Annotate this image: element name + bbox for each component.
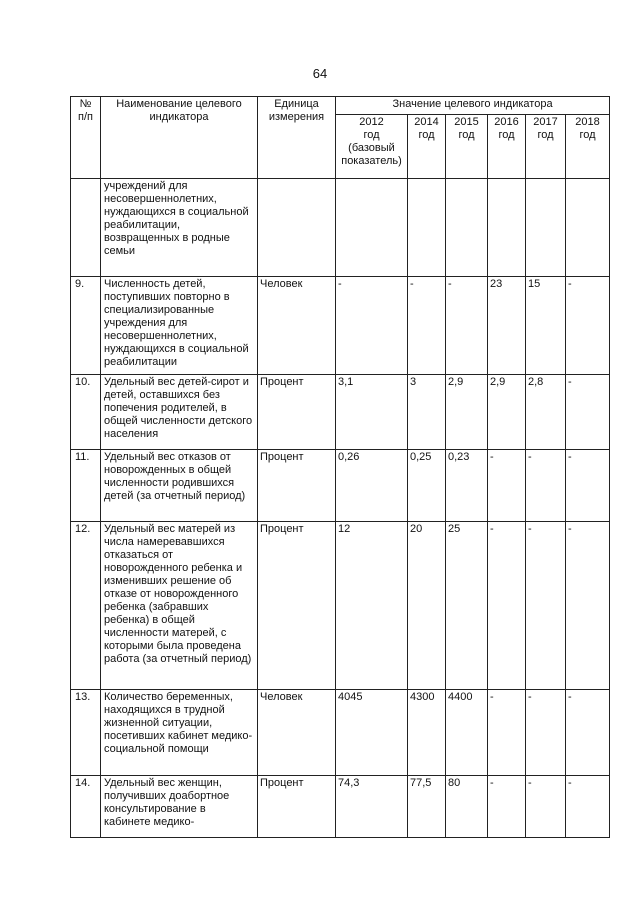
indicator-name: Количество беременных, находящихся в трудной жизненной ситуации, посетивших кабинет медико-социальной помощи bbox=[101, 690, 258, 776]
value-cell: 0,25 bbox=[408, 450, 446, 522]
value-cell: 77,5 bbox=[408, 776, 446, 838]
value-cell: - bbox=[488, 776, 526, 838]
header-indicator-name: Наименование целевого индикатора bbox=[101, 97, 258, 179]
value-cell bbox=[336, 179, 408, 277]
value-cell: 2,9 bbox=[446, 375, 488, 450]
table-row bbox=[71, 179, 610, 277]
value-cell: 15 bbox=[526, 277, 566, 375]
table-row bbox=[71, 776, 610, 838]
table-row bbox=[71, 450, 610, 522]
indicator-name: Удельный вес женщин, получивших доабортное консультирование в кабинете медико- bbox=[101, 776, 258, 838]
row-number: 13. bbox=[71, 690, 101, 776]
value-cell bbox=[526, 179, 566, 277]
value-cell: - bbox=[336, 277, 408, 375]
indicator-name: Удельный вес отказов от новорожденных в общей численности родившихся детей (за отчетный период) bbox=[101, 450, 258, 522]
header-number: № п/п bbox=[71, 97, 101, 179]
row-number: 9. bbox=[71, 277, 101, 375]
row-number: 14. bbox=[71, 776, 101, 838]
value-cell: 2,9 bbox=[488, 375, 526, 450]
value-cell: 0,23 bbox=[446, 450, 488, 522]
value-cell: 12 bbox=[336, 522, 408, 690]
value-cell bbox=[408, 179, 446, 277]
value-cell: - bbox=[446, 277, 488, 375]
header-year-2018: 2018 год bbox=[566, 115, 610, 179]
header-year-2012: 2012 год (базовый показатель) bbox=[336, 115, 408, 179]
indicator-name: Численность детей, поступивших повторно в специализированные учреждения для несовершеннолетних, нуждающихся в социальной реабилитации bbox=[101, 277, 258, 375]
value-cell: - bbox=[566, 277, 610, 375]
value-cell: - bbox=[488, 690, 526, 776]
unit-cell: Процент bbox=[258, 522, 336, 690]
value-cell: 25 bbox=[446, 522, 488, 690]
unit-cell: Человек bbox=[258, 277, 336, 375]
page-number: 64 bbox=[312, 66, 328, 81]
value-cell: - bbox=[526, 450, 566, 522]
indicator-name: Удельный вес детей-сирот и детей, оставшихся без попечения родителей, в общей численности детского населения bbox=[101, 375, 258, 450]
indicator-name: учреждений для несовершеннолетних, нуждающихся в социальной реабилитации, возвращенных в родные семьи bbox=[101, 179, 258, 277]
header-year-2014: 2014 год bbox=[408, 115, 446, 179]
value-cell: - bbox=[488, 450, 526, 522]
value-cell: - bbox=[526, 776, 566, 838]
value-cell bbox=[566, 179, 610, 277]
value-cell: 4400 bbox=[446, 690, 488, 776]
table-row bbox=[71, 522, 610, 690]
unit-cell: Человек bbox=[258, 690, 336, 776]
unit-cell bbox=[258, 179, 336, 277]
value-cell: 4300 bbox=[408, 690, 446, 776]
header-unit: Единица измерения bbox=[258, 97, 336, 179]
value-cell bbox=[488, 179, 526, 277]
value-cell: - bbox=[526, 690, 566, 776]
value-cell: 3,1 bbox=[336, 375, 408, 450]
value-cell: - bbox=[566, 522, 610, 690]
row-number: 11. bbox=[71, 450, 101, 522]
value-cell: - bbox=[566, 375, 610, 450]
table-row bbox=[71, 690, 610, 776]
target-indicators-table bbox=[70, 96, 610, 838]
unit-cell: Процент bbox=[258, 375, 336, 450]
indicator-name: Удельный вес матерей из числа намеревавшихся отказаться от новорожденного ребенка и изменивших решение об отказе от новорожденного ребенка (забравших ребенка) в общей численности матерей, с которыми была проведена работа (за отчетный период) bbox=[101, 522, 258, 690]
value-cell: - bbox=[408, 277, 446, 375]
value-cell: - bbox=[526, 522, 566, 690]
value-cell: 3 bbox=[408, 375, 446, 450]
header-year-2015: 2015 год bbox=[446, 115, 488, 179]
value-cell bbox=[446, 179, 488, 277]
value-cell: - bbox=[488, 522, 526, 690]
table-row bbox=[71, 277, 610, 375]
table-row bbox=[71, 375, 610, 450]
value-cell: 0,26 bbox=[336, 450, 408, 522]
unit-cell: Процент bbox=[258, 776, 336, 838]
header-year-2017: 2017 год bbox=[526, 115, 566, 179]
row-number bbox=[71, 179, 101, 277]
value-cell: 74,3 bbox=[336, 776, 408, 838]
value-cell: - bbox=[566, 776, 610, 838]
row-number: 10. bbox=[71, 375, 101, 450]
value-cell: 20 bbox=[408, 522, 446, 690]
value-cell: 4045 bbox=[336, 690, 408, 776]
row-number: 12. bbox=[71, 522, 101, 690]
unit-cell: Процент bbox=[258, 450, 336, 522]
value-cell: - bbox=[566, 690, 610, 776]
value-cell: - bbox=[566, 450, 610, 522]
value-cell: 23 bbox=[488, 277, 526, 375]
value-cell: 80 bbox=[446, 776, 488, 838]
header-year-2016: 2016 год bbox=[488, 115, 526, 179]
value-cell: 2,8 bbox=[526, 375, 566, 450]
header-values: Значение целевого индикатора bbox=[336, 97, 610, 115]
